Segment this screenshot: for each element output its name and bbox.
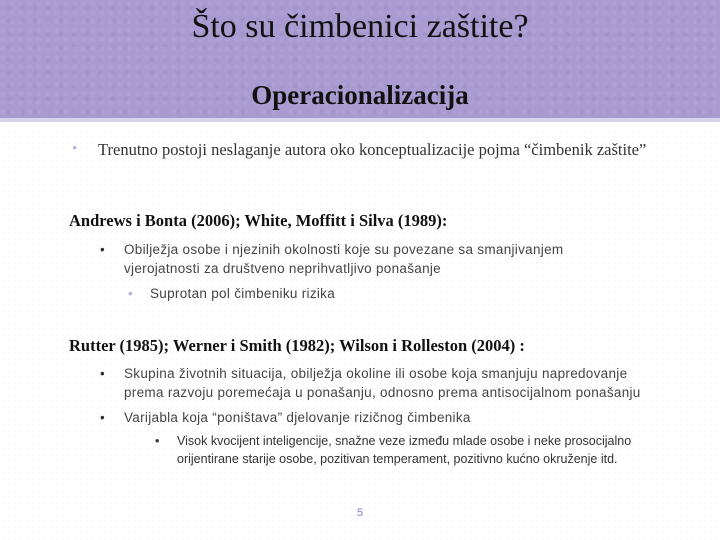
bullet-icon: • [100, 242, 106, 257]
section2-subitem-text: Visok kvocijent inteligencije, snažne veze između mlade osobe i neke prosocijalno orijentirane starije osobe, pozitivan temperament, pozitivno kućno okruženje itd. [177, 434, 632, 466]
intro-text: Trenutno postoji neslaganje autora oko konceptualizacije pojma “čimbenik zaštite” [98, 140, 647, 159]
section1-item-text: Obilježja osobe i njezinih okolnosti koje su povezane sa smanjivanjem vjerojatnosti za društveno neprihvatljivo ponašanje [124, 242, 564, 276]
section2-item-text: Skupina životnih situacija, obilježja okoline ili osobe koja smanjuju napredovanje prema razvoju poremećaja u ponašanju, odnosno prema antisocijalnom ponašanju [124, 366, 641, 400]
section2-item [100, 408, 664, 427]
slide-body [0, 122, 720, 540]
section2-subitem [155, 432, 657, 468]
section2-heading: Rutter (1985); Werner i Smith (1982); Wilson i Rolleston (2004) : [69, 336, 525, 355]
section1-item [100, 240, 604, 278]
bullet-icon: • [72, 141, 78, 157]
section2-item-text: Varijabla koja “poništava” djelovanje rizičnog čimbenika [124, 410, 471, 425]
intro-bullet [73, 140, 663, 159]
section1-heading: Andrews i Bonta (2006); White, Moffitt i Silva (1989): [69, 211, 448, 230]
section1-subitem [128, 284, 590, 303]
bullet-icon: • [155, 434, 160, 448]
bullet-icon: • [100, 366, 106, 381]
section2-item [100, 364, 664, 402]
slide-title: Što su čimbenici zaštite? [191, 8, 529, 45]
slide-subtitle: Operacionalizacija [251, 80, 469, 110]
page-number: 5 [356, 507, 364, 519]
section1-subitem-text: Suprotan pol čimbeniku rizika [150, 286, 336, 301]
bullet-icon: • [128, 286, 134, 301]
bullet-icon: • [100, 410, 106, 425]
